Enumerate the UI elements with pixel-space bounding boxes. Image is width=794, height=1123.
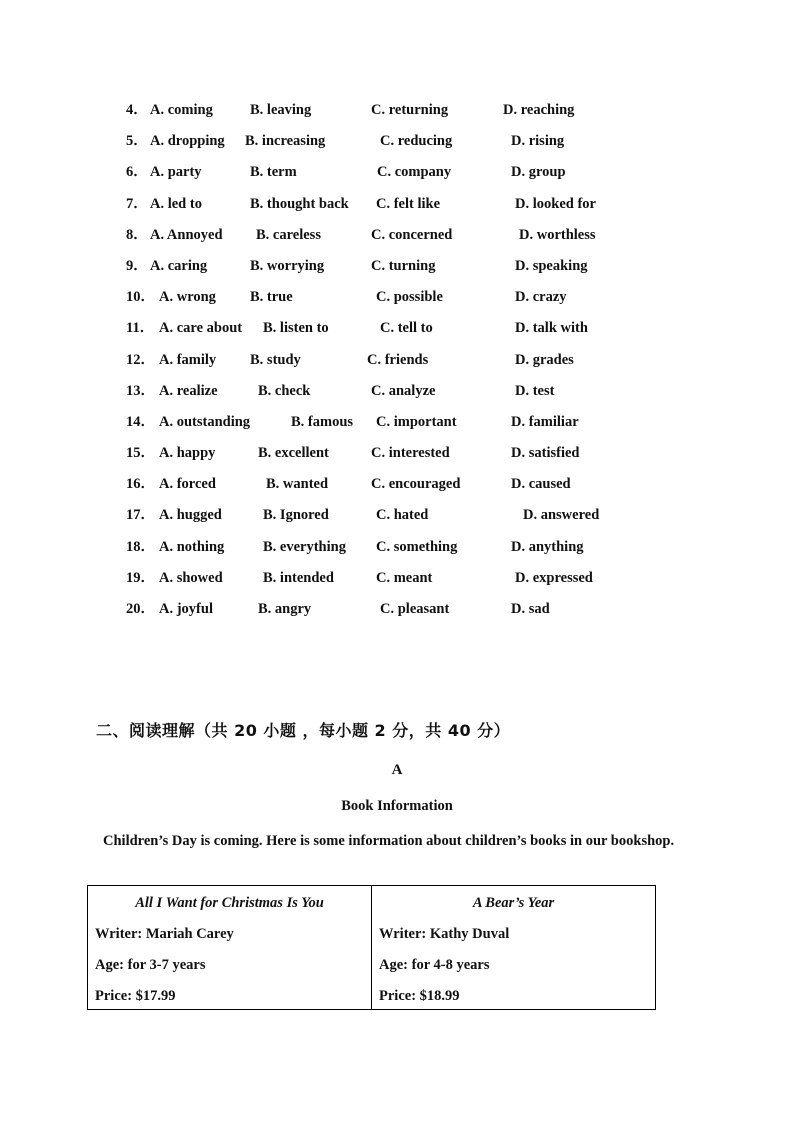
question-row-6 xyxy=(0,157,794,188)
question-row-17 xyxy=(0,500,794,531)
question-number: 9． xyxy=(126,257,148,274)
option-b: B. thought back xyxy=(250,195,349,212)
option-a: A. coming xyxy=(150,102,213,118)
option-d: D. worthless xyxy=(519,226,596,243)
option-a: A. led to xyxy=(150,195,202,212)
book-writer: Writer: Kathy Duval xyxy=(379,926,510,942)
option-b: B. true xyxy=(250,289,293,306)
passage-heading: Book Information xyxy=(341,798,453,814)
option-b: B. everything xyxy=(263,538,346,555)
option-b: B. term xyxy=(250,164,297,181)
option-b: B. leaving xyxy=(250,102,312,118)
option-c: C. company xyxy=(377,164,452,181)
option-c: C. analyze xyxy=(371,382,436,399)
option-d: D. grades xyxy=(515,351,574,368)
question-number: 4． xyxy=(126,102,148,118)
option-b: B. intended xyxy=(263,569,334,586)
option-d: D. anything xyxy=(511,538,584,555)
question-number: 18． xyxy=(126,538,155,555)
option-a: A. party xyxy=(150,164,202,181)
book-price: Price: $18.99 xyxy=(379,988,460,1004)
option-a: A. care about xyxy=(159,320,243,337)
option-b: B. angry xyxy=(258,601,312,617)
question-row-15 xyxy=(0,438,794,469)
question-row-4 xyxy=(0,95,794,126)
option-d: D. speaking xyxy=(515,257,588,274)
option-d: D. talk with xyxy=(515,320,588,337)
question-number: 6． xyxy=(126,164,148,181)
option-b: B. study xyxy=(250,351,301,368)
option-b: B. excellent xyxy=(258,445,329,462)
option-c: C. encouraged xyxy=(371,476,461,493)
option-d: D. crazy xyxy=(515,289,567,306)
question-row-9 xyxy=(0,251,794,282)
question-number: 14． xyxy=(126,413,155,430)
option-a: A. dropping xyxy=(150,133,225,150)
book-age: Age: for 4-8 years xyxy=(379,957,490,973)
option-a: A. family xyxy=(159,351,217,368)
option-c: C. important xyxy=(376,413,457,430)
option-b: B. worrying xyxy=(250,257,325,274)
option-b: B. check xyxy=(258,382,311,399)
option-d: D. answered xyxy=(523,507,600,524)
option-c: C. friends xyxy=(367,351,429,368)
option-c: C. meant xyxy=(376,569,433,586)
option-b: B. listen to xyxy=(263,320,329,337)
question-number: 19． xyxy=(126,569,155,586)
passage-letter: A xyxy=(391,762,403,778)
option-c: C. turning xyxy=(371,257,436,274)
question-row-8 xyxy=(0,220,794,251)
option-a: A. joyful xyxy=(159,601,213,617)
question-number: 15． xyxy=(126,445,155,462)
option-b: B. wanted xyxy=(266,476,329,493)
book-price: Price: $17.99 xyxy=(95,988,176,1004)
question-row-5 xyxy=(0,126,794,157)
option-b: B. Ignored xyxy=(263,507,329,524)
question-number: 5． xyxy=(126,133,148,150)
question-number: 10． xyxy=(126,289,155,306)
question-row-12 xyxy=(0,345,794,376)
question-number: 17． xyxy=(126,507,155,524)
option-c: C. returning xyxy=(371,102,449,118)
option-d: D. caused xyxy=(511,476,571,493)
option-a: A. showed xyxy=(159,569,223,586)
book-cell xyxy=(88,886,372,1009)
question-row-13 xyxy=(0,376,794,407)
option-d: D. expressed xyxy=(515,569,593,586)
question-number: 20． xyxy=(126,601,155,617)
option-c: C. felt like xyxy=(376,195,441,212)
question-row-14 xyxy=(0,407,794,438)
question-row-10 xyxy=(0,282,794,313)
option-b: B. famous xyxy=(291,413,354,430)
option-b: B. increasing xyxy=(245,133,326,150)
question-row-19 xyxy=(0,563,794,594)
option-d: D. test xyxy=(515,382,555,399)
book-writer: Writer: Mariah Carey xyxy=(95,926,234,942)
section-title: 二、阅读理解（共 20 小题 ，每小题 2 分，共 40 分） xyxy=(96,721,511,740)
option-c: C. reducing xyxy=(380,133,453,150)
question-number: 11． xyxy=(126,320,155,337)
option-d: D. group xyxy=(511,164,566,181)
question-number: 8． xyxy=(126,226,148,243)
option-a: A. outstanding xyxy=(159,413,251,430)
option-c: C. something xyxy=(376,538,458,555)
book-cell xyxy=(372,886,655,1009)
option-d: D. sad xyxy=(511,601,550,617)
question-row-7 xyxy=(0,189,794,220)
option-d: D. satisfied xyxy=(511,445,580,462)
option-d: D. looked for xyxy=(515,195,596,212)
question-options-list xyxy=(0,95,794,625)
book-age: Age: for 3-7 years xyxy=(95,957,206,973)
book-title: A Bear’s Year xyxy=(472,895,555,911)
option-a: A. hugged xyxy=(159,507,222,524)
option-c: C. pleasant xyxy=(380,601,450,617)
option-a: A. nothing xyxy=(159,538,225,555)
option-d: D. reaching xyxy=(503,102,575,118)
option-a: A. happy xyxy=(159,445,216,462)
option-c: C. possible xyxy=(376,289,443,306)
option-d: D. rising xyxy=(511,133,565,150)
book-title: All I Want for Christmas Is You xyxy=(135,895,324,911)
option-c: C. hated xyxy=(376,507,429,524)
option-c: C. concerned xyxy=(371,226,453,243)
question-number: 13． xyxy=(126,382,155,399)
option-c: C. interested xyxy=(371,445,450,462)
question-row-16 xyxy=(0,469,794,500)
question-row-11 xyxy=(0,313,794,344)
passage-intro: Children’s Day is coming. Here is some information about children’s books in our bookshop. xyxy=(103,833,675,849)
option-d: D. familiar xyxy=(511,413,579,430)
question-row-20 xyxy=(0,594,794,625)
question-number: 7． xyxy=(126,195,148,212)
option-a: A. forced xyxy=(159,476,216,493)
option-c: C. tell to xyxy=(380,320,433,337)
option-a: A. realize xyxy=(159,382,218,399)
question-number: 16． xyxy=(126,476,155,493)
option-a: A. wrong xyxy=(159,289,216,306)
option-a: A. Annoyed xyxy=(150,226,223,243)
book-info-table xyxy=(87,885,656,1010)
option-b: B. careless xyxy=(256,226,321,243)
question-number: 12． xyxy=(126,351,155,368)
question-row-18 xyxy=(0,532,794,563)
option-a: A. caring xyxy=(150,257,208,274)
